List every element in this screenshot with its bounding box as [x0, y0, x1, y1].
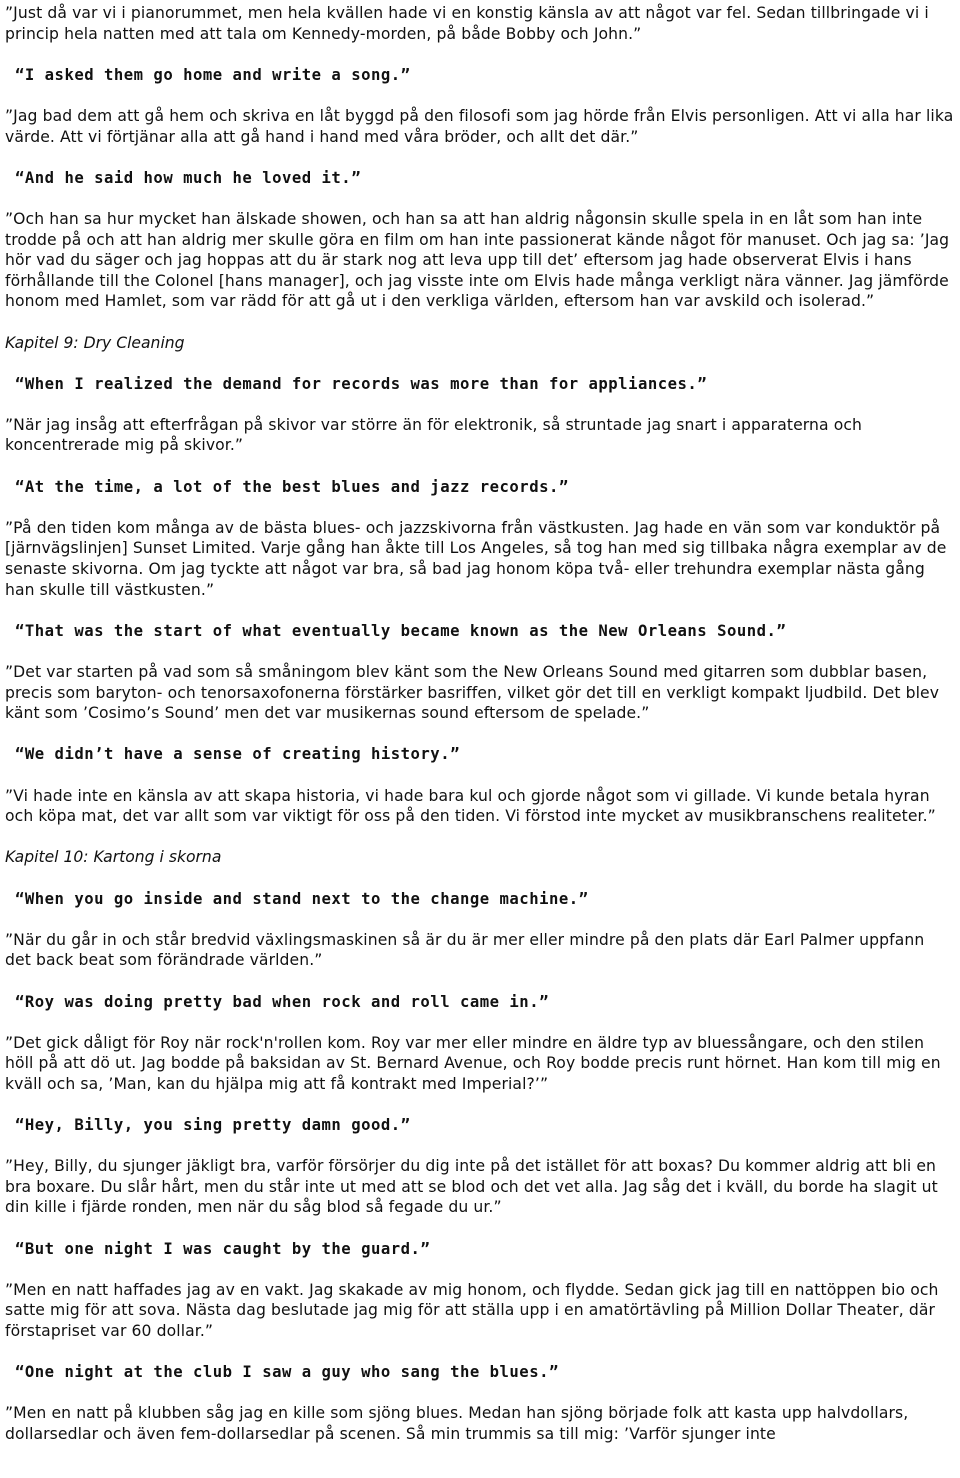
english-quote-heading: “And he said how much he loved it.” [15, 168, 362, 187]
body-paragraph: ”Just då var vi i pianorummet, men hela kvällen hade vi en konstig känsla av att något var fel. Sedan tillbringade vi i princip hela natten med att tala om Kennedy-morden, på både Bobby och John.” [5, 4, 929, 43]
body-paragraph: ”Men en natt på klubben såg jag en kille som sjöng blues. Medan han sjöng började folk att kasta upp halvdollars, dollarsedlar och även fem-dollarsedlar på scenen. Så min trummis sa till mig: ’Varför sjunger inte [5, 1404, 909, 1443]
body-paragraph: ”Hey, Billy, du sjunger jäkligt bra, varför försörjer du dig inte på det istället för att boxas? Du kommer aldrig att bli en bra boxare. Du slår hårt, men du står inte ut med att se blod och det vet alla. Jag såg det i kväll, du borde ha slagit ut din kille i fjärde ronden, men när du såg blod så fegade du ur.” [5, 1157, 938, 1217]
english-quote-heading: “When I realized the demand for records was more than for appliances.” [15, 374, 708, 393]
chapter-heading: Kapitel 10: Kartong i skorna [5, 848, 222, 867]
body-paragraph: ”När jag insåg att efterfrågan på skivor var större än för elektronik, så struntade jag snart i apparaterna och koncentrerade mig på skivor.” [5, 415, 862, 455]
english-quote-heading: “At the time, a lot of the best blues and jazz records.” [15, 477, 569, 496]
english-quote-heading: “One night at the club I saw a guy who sang the blues.” [15, 1363, 559, 1382]
english-quote-heading: “Hey, Billy, you sing pretty damn good.” [15, 1116, 411, 1135]
body-paragraph: ”När du går in och står bredvid växlingsmaskinen så är du är mer eller mindre på den plats där Earl Palmer uppfann det back beat som förändrade världen.” [5, 930, 925, 970]
document-page [5, 3, 955, 1465]
body-paragraph: ”Det gick dåligt för Roy när rock'n'rollen kom. Roy var mer eller mindre en äldre typ av bluessångare, och den stilen höll på att dö ut. Jag bodde på baksidan av St. Bernard Avenue, och Roy bodde precis runt hörnet. Han kom till mig en kväll och sa, ’Man, kan du hjälpa mig att få kontrakt med Imperial?’” [5, 1033, 941, 1093]
english-quote-heading: “We didn’t have a sense of creating history.” [15, 745, 460, 764]
english-quote-heading: “I asked them go home and write a song.” [15, 65, 411, 84]
body-paragraph: ”Men en natt haffades jag av en vakt. Jag skakade av mig honom, och flydde. Sedan gick jag till en nattöppen bio och satte mig för att sova. Nästa dag beslutade jag mig för att ställa upp i en amatörtävling på Million Dollar Theater, där förstapriset var 60 dollar.” [5, 1280, 939, 1340]
chapter-heading: Kapitel 9: Dry Cleaning [5, 333, 185, 352]
english-quote-heading: “That was the start of what eventually became known as the New Orleans Sound.” [15, 621, 787, 640]
body-paragraph: ”På den tiden kom många av de bästa blues- och jazzskivorna från västkusten. Jag hade en vän som var konduktör på [järnvägslinjen] Sunset Limited. Varje gång han åkte till Los Angeles, så tog han med sig tillbaka några exemplar av de senaste skivorna. Om jag tyckte att något var bra, så bad jag honom köpa två- eller trehundra exemplar nästa gång han skulle till västkusten.” [5, 518, 947, 599]
english-quote-heading: “When you go inside and stand next to the change machine.” [15, 889, 589, 908]
english-quote-heading: “Roy was doing pretty bad when rock and roll came in.” [15, 992, 549, 1011]
body-paragraph: ”Och han sa hur mycket han älskade showen, och han sa att han aldrig någonsin skulle spela in en låt som han inte trodde på och att han aldrig mer skulle göra en film om han inte passionerat kände något för manuset. Och jag sa: ’Jag hör vad du säger och jag hoppas att du är stark nog att leva upp till det’ eftersom jag hade observerat Elvis i hans förhållande till the Colonel [hans manager], och jag visste inte om Elvis hade många verkligt nära vänner. Jag jämförde honom med Hamlet, som var rädd för att gå ut i den verkliga världen, eftersom han var avskild och isolerad.” [5, 209, 950, 311]
body-paragraph: ”Vi hade inte en känsla av att skapa historia, vi hade bara kul och gjorde något som vi gillade. Vi kunde betala hyran och köpa mat, det var allt som var viktigt för oss på den tiden. Vi förstod inte mycket av musikbranschens realiteter.” [5, 786, 936, 826]
body-paragraph: ”Jag bad dem att gå hem och skriva en låt byggd på den filosofi som jag hörde från Elvis personligen. Att vi alla har lika värde. Att vi förtjänar alla att gå hand i hand med våra bröder, och allt det där.” [5, 106, 954, 146]
body-paragraph: ”Det var starten på vad som så småningom blev känt som the New Orleans Sound med gitarren som dubblar basen, precis som baryton- och tenorsaxofonerna förstärker basriffen, vilket gör det till en verkligt kompakt ljudbild. Det blev känt som ’Cosimo’s Sound’ men det var musikernas sound eftersom de spelade.” [5, 663, 940, 723]
english-quote-heading: “But one night I was caught by the guard.” [15, 1239, 431, 1258]
